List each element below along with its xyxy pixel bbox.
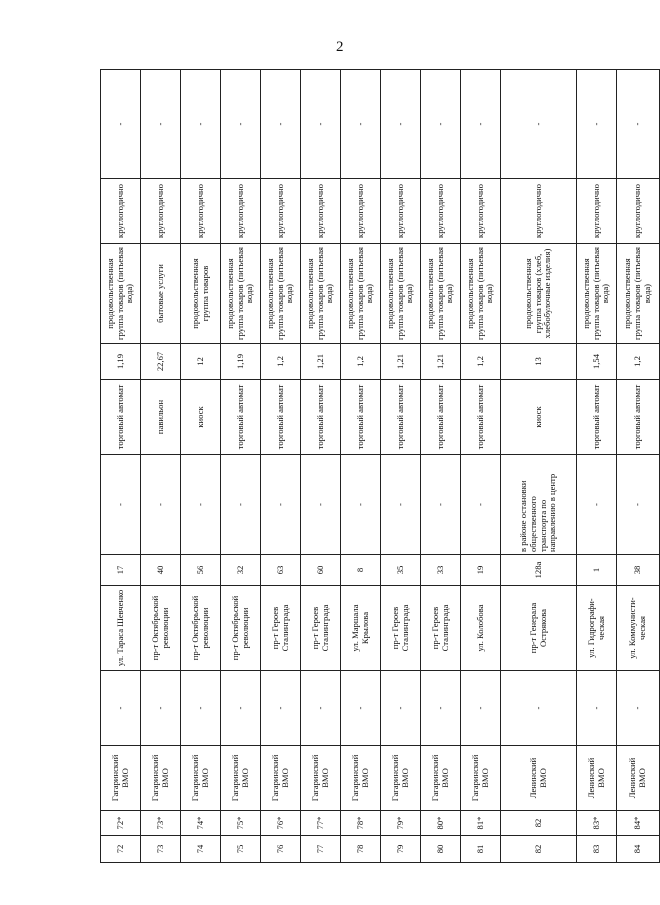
landmark-cell: - (381, 455, 421, 555)
row-number: 73 (141, 836, 181, 863)
area-cell: 1,2 (341, 344, 381, 380)
object-type-cell: торговый автомат (261, 380, 301, 455)
area-cell: 1,21 (381, 344, 421, 380)
district-cell: Гагаринский ВМО (421, 746, 461, 811)
goods-group-cell: продовольственная группа товаров (питьевая вода) (341, 244, 381, 344)
house-cell: 38 (617, 555, 660, 586)
area-cell: 12 (181, 344, 221, 380)
row-mark: 75* (221, 811, 261, 836)
area-cell: 1,19 (101, 344, 141, 380)
goods-group-cell: продовольственная группа товаров (хлеб, хлебобулочные изделия) (501, 244, 577, 344)
house-cell: 128а (501, 555, 577, 586)
period-cell: круглогодично (461, 179, 501, 244)
goods-group-cell: продовольственная группа товаров (питьевая вода) (461, 244, 501, 344)
district-cell: Ленинский ВМО (617, 746, 660, 811)
house-cell: 60 (301, 555, 341, 586)
period-cell: круглогодично (221, 179, 261, 244)
row-mark: 74* (181, 811, 221, 836)
row-mark: 76* (261, 811, 301, 836)
period-cell: круглогодично (141, 179, 181, 244)
placeholder-cell: - (461, 671, 501, 746)
placeholder-cell: - (141, 671, 181, 746)
row-mark: 81* (461, 811, 501, 836)
row-mark: 78* (341, 811, 381, 836)
district-cell: Ленинский ВМО (577, 746, 617, 811)
last-cell: - (261, 70, 301, 179)
object-type-cell: павильон (141, 380, 181, 455)
period-cell: круглогодично (101, 179, 141, 244)
street-cell: пр-т Героев Сталинграда (421, 586, 461, 671)
area-cell: 1,2 (261, 344, 301, 380)
house-cell: 19 (461, 555, 501, 586)
last-cell: - (181, 70, 221, 179)
landmark-cell: - (101, 455, 141, 555)
row-number: 80 (421, 836, 461, 863)
table-row (381, 70, 421, 863)
placeholder-cell: - (381, 671, 421, 746)
period-cell: круглогодично (181, 179, 221, 244)
street-cell: пр-т Октябрьской революции (221, 586, 261, 671)
row-number: 82 (501, 836, 577, 863)
goods-group-cell: продовольственная группа товаров (питьевая вода) (577, 244, 617, 344)
house-cell: 32 (221, 555, 261, 586)
landmark-cell: - (141, 455, 181, 555)
goods-group-cell: бытовые услуги (141, 244, 181, 344)
last-cell: - (301, 70, 341, 179)
object-type-cell: торговый автомат (101, 380, 141, 455)
placeholder-cell: - (421, 671, 461, 746)
row-mark: 84* (617, 811, 660, 836)
district-cell: Гагаринский ВМО (221, 746, 261, 811)
table-row (341, 70, 381, 863)
row-number: 78 (341, 836, 381, 863)
street-cell: пр-т Героев Сталинграда (261, 586, 301, 671)
row-number: 76 (261, 836, 301, 863)
street-cell: пр-т Октябрьской революции (141, 586, 181, 671)
period-cell: круглогодично (617, 179, 660, 244)
landmark-cell: - (261, 455, 301, 555)
placeholder-cell: - (501, 671, 577, 746)
row-number: 83 (577, 836, 617, 863)
period-cell: круглогодично (421, 179, 461, 244)
district-cell: Гагаринский ВМО (181, 746, 221, 811)
goods-group-cell: продовольственная группа товаров (питьевая вода) (421, 244, 461, 344)
placeholder-cell: - (181, 671, 221, 746)
row-mark: 83* (577, 811, 617, 836)
placeholder-cell: - (617, 671, 660, 746)
district-cell: Гагаринский ВМО (101, 746, 141, 811)
landmark-cell: - (301, 455, 341, 555)
goods-group-cell: продовольственная группа товаров (питьевая вода) (381, 244, 421, 344)
period-cell: круглогодично (301, 179, 341, 244)
placeholder-cell: - (301, 671, 341, 746)
landmark-cell: - (341, 455, 381, 555)
placeholder-cell: - (221, 671, 261, 746)
last-cell: - (381, 70, 421, 179)
area-cell: 1,2 (461, 344, 501, 380)
places-table (100, 69, 660, 863)
row-number: 72 (101, 836, 141, 863)
table-row (421, 70, 461, 863)
period-cell: круглогодично (261, 179, 301, 244)
placeholder-cell: - (101, 671, 141, 746)
row-number: 79 (381, 836, 421, 863)
object-type-cell: торговый автомат (301, 380, 341, 455)
district-cell: Гагаринский ВМО (301, 746, 341, 811)
landmark-cell: - (221, 455, 261, 555)
last-cell: - (577, 70, 617, 179)
row-mark: 72* (101, 811, 141, 836)
district-cell: Гагаринский ВМО (381, 746, 421, 811)
street-cell: ул. Колобова (461, 586, 501, 671)
row-number: 74 (181, 836, 221, 863)
street-cell: ул. Коммунисти-ческая (617, 586, 660, 671)
object-type-cell: киоск (501, 380, 577, 455)
object-type-cell: торговый автомат (421, 380, 461, 455)
street-cell: ул. Тараса Шевченко (101, 586, 141, 671)
street-cell: пр-т Героев Сталинграда (381, 586, 421, 671)
street-cell: пр-т Героев Сталинграда (301, 586, 341, 671)
street-cell: пр-т Октябрьской революции (181, 586, 221, 671)
last-cell: - (141, 70, 181, 179)
street-cell: ул. Маршала Крылова (341, 586, 381, 671)
table-row (577, 70, 617, 863)
last-cell: - (501, 70, 577, 179)
landmark-cell: - (421, 455, 461, 555)
table-row (221, 70, 261, 863)
area-cell: 1,19 (221, 344, 261, 380)
placeholder-cell: - (577, 671, 617, 746)
table-row (261, 70, 301, 863)
last-cell: - (617, 70, 660, 179)
object-type-cell: торговый автомат (381, 380, 421, 455)
landmark-cell: - (461, 455, 501, 555)
goods-group-cell: продовольственная группа товаров (181, 244, 221, 344)
row-mark: 77* (301, 811, 341, 836)
landmark-cell: - (617, 455, 660, 555)
table-row (181, 70, 221, 863)
object-type-cell: торговый автомат (617, 380, 660, 455)
row-mark: 73* (141, 811, 181, 836)
last-cell: - (101, 70, 141, 179)
district-cell: Гагаринский ВМО (141, 746, 181, 811)
page-number: 2 (336, 39, 344, 55)
placeholder-cell: - (261, 671, 301, 746)
landmark-cell: - (577, 455, 617, 555)
landmark-cell: - (181, 455, 221, 555)
period-cell: круглогодично (381, 179, 421, 244)
object-type-cell: торговый автомат (221, 380, 261, 455)
last-cell: - (421, 70, 461, 179)
object-type-cell: торговый автомат (341, 380, 381, 455)
object-type-cell: торговый автомат (461, 380, 501, 455)
street-cell: ул. Гидрографи-ческая (577, 586, 617, 671)
goods-group-cell: продовольственная группа товаров (питьевая вода) (221, 244, 261, 344)
area-cell: 1,54 (577, 344, 617, 380)
goods-group-cell: продовольственная группа товаров (питьевая вода) (301, 244, 341, 344)
house-cell: 63 (261, 555, 301, 586)
district-cell: Гагаринский ВМО (341, 746, 381, 811)
last-cell: - (221, 70, 261, 179)
period-cell: круглогодично (577, 179, 617, 244)
house-cell: 17 (101, 555, 141, 586)
table-row (141, 70, 181, 863)
placeholder-cell: - (341, 671, 381, 746)
rotated-table-container (100, 70, 652, 863)
last-cell: - (461, 70, 501, 179)
object-type-cell: торговый автомат (577, 380, 617, 455)
district-cell: Гагаринский ВМО (461, 746, 501, 811)
goods-group-cell: продовольственная группа товаров (питьевая вода) (261, 244, 301, 344)
table-row (101, 70, 141, 863)
house-cell: 8 (341, 555, 381, 586)
house-cell: 56 (181, 555, 221, 586)
row-number: 81 (461, 836, 501, 863)
house-cell: 40 (141, 555, 181, 586)
table-row (501, 70, 577, 863)
area-cell: 22,67 (141, 344, 181, 380)
period-cell: круглогодично (501, 179, 577, 244)
goods-group-cell: продовольственная группа товаров (питьевая вода) (617, 244, 660, 344)
table-row (461, 70, 501, 863)
landmark-cell: в районе остановки общественного транспорта по направлению в центр (501, 455, 577, 555)
row-number: 77 (301, 836, 341, 863)
area-cell: 13 (501, 344, 577, 380)
street-cell: пр-т Генерала Острякова (501, 586, 577, 671)
object-type-cell: киоск (181, 380, 221, 455)
table-row (617, 70, 660, 863)
goods-group-cell: продовольственная группа товаров (питьевая вода) (101, 244, 141, 344)
period-cell: круглогодично (341, 179, 381, 244)
row-mark: 80* (421, 811, 461, 836)
area-cell: 1,21 (421, 344, 461, 380)
district-cell: Ленинский ВМО (501, 746, 577, 811)
table-row (301, 70, 341, 863)
district-cell: Гагаринский ВМО (261, 746, 301, 811)
house-cell: 35 (381, 555, 421, 586)
row-mark: 79* (381, 811, 421, 836)
row-number: 75 (221, 836, 261, 863)
row-mark: 82 (501, 811, 577, 836)
area-cell: 1,2 (617, 344, 660, 380)
last-cell: - (341, 70, 381, 179)
area-cell: 1,21 (301, 344, 341, 380)
house-cell: 33 (421, 555, 461, 586)
house-cell: 1 (577, 555, 617, 586)
row-number: 84 (617, 836, 660, 863)
